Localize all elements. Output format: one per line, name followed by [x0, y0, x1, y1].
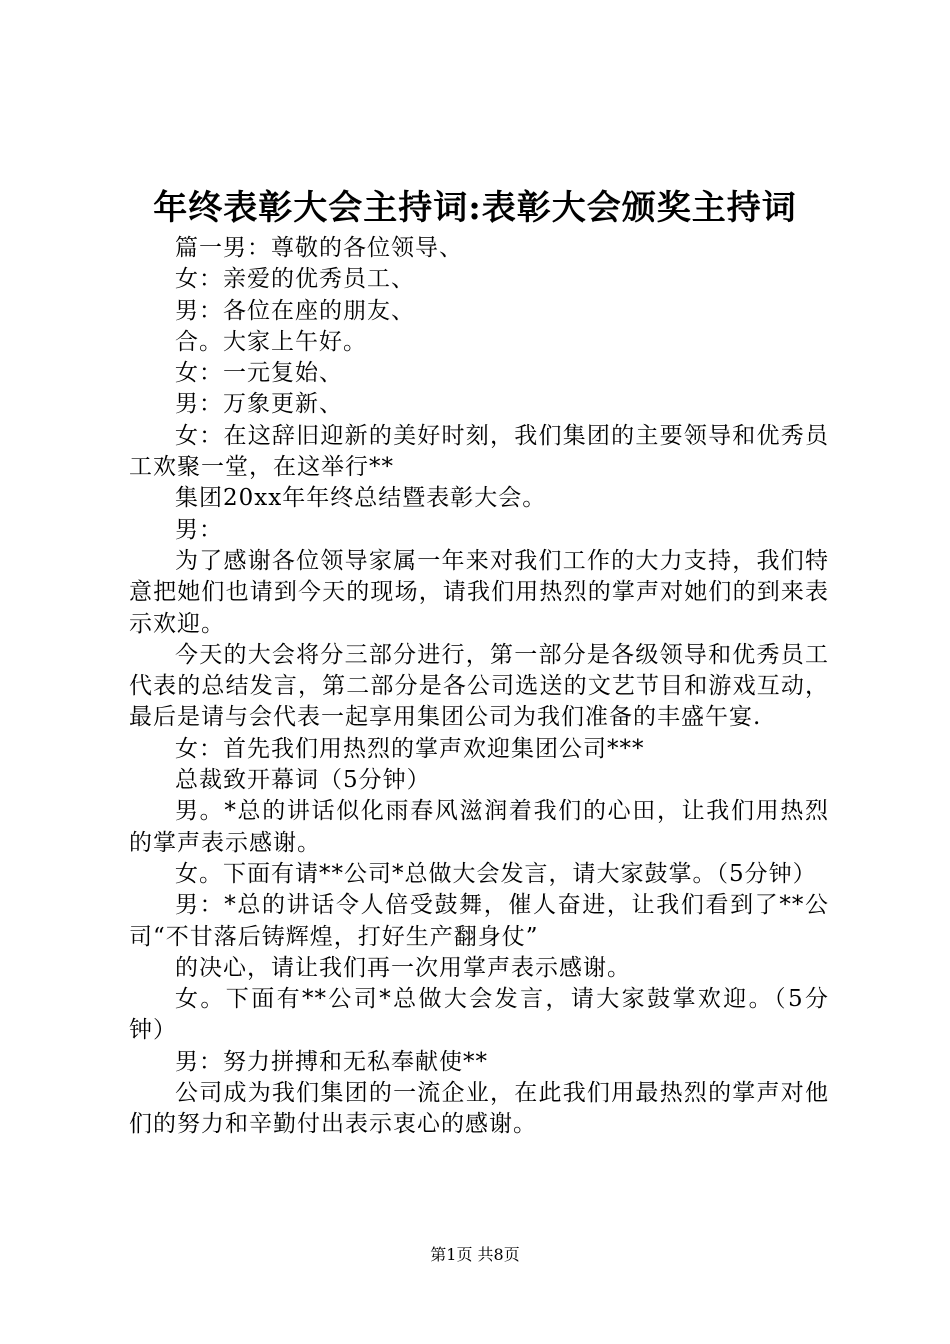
paragraph: 男：努力拼搏和无私奉献使** [175, 1048, 488, 1075]
paragraph: 男：各位在座的朋友、 [175, 297, 415, 324]
paragraph: 总裁致开幕词（5分钟） [175, 767, 431, 794]
paragraph: 为了感谢各位领导家属一年来对我们工作的大力支持，我们特意把她们也请到今天的现场，请我们用热烈的掌声对她们的到来表示欢迎。 [129, 547, 829, 637]
paragraph: 女。下面有请**公司*总做大会发言，请大家鼓掌。（5分钟） [175, 860, 817, 887]
paragraph: 女。下面有**公司*总做大会发言，请大家鼓掌欢迎。（5分钟） [129, 986, 829, 1044]
paragraph: 女：亲爱的优秀员工、 [175, 266, 415, 293]
document-body [129, 233, 829, 1141]
paragraph: 合。大家上午好。 [175, 328, 367, 355]
paragraph: 男： [175, 516, 223, 543]
page-number-footer: 第1页 共8页 [430, 1245, 520, 1264]
paragraph: 集团20xx年年终总结暨表彰大会。 [175, 485, 547, 512]
document-title: 年终表彰大会主持词:表彰大会颁奖主持词 [153, 188, 797, 228]
paragraph: 篇一男：尊敬的各位领导、 [175, 235, 463, 261]
paragraph: 公司成为我们集团的一流企业，在此我们用最热烈的掌声对他们的努力和辛勤付出表示衷心的感谢。 [129, 1080, 829, 1138]
paragraph: 女：首先我们用热烈的掌声欢迎集团公司*** [175, 735, 645, 762]
paragraph: 男：*总的讲话令人倍受鼓舞，催人奋进，让我们看到了**公司“不甘落后铸辉煌，打好生产翻身仗” [129, 892, 829, 950]
paragraph: 的决心，请让我们再一次用掌声表示感谢。 [175, 954, 631, 981]
paragraph: 男。*总的讲话似化雨春风滋润着我们的心田，让我们用热烈的掌声表示感谢。 [129, 798, 829, 856]
paragraph: 女：一元复始、 [175, 360, 343, 387]
paragraph: 今天的大会将分三部分进行，第一部分是各级领导和优秀员工代表的总结发言，第二部分是各公司选送的文艺节目和游戏互动，最后是请与会代表一起享用集团公司为我们准备的丰盛午宴. [129, 641, 829, 731]
paragraph: 女：在这辞旧迎新的美好时刻，我们集团的主要领导和优秀员工欢聚一堂，在这举行** [129, 422, 829, 481]
paragraph: 男：万象更新、 [175, 391, 343, 418]
